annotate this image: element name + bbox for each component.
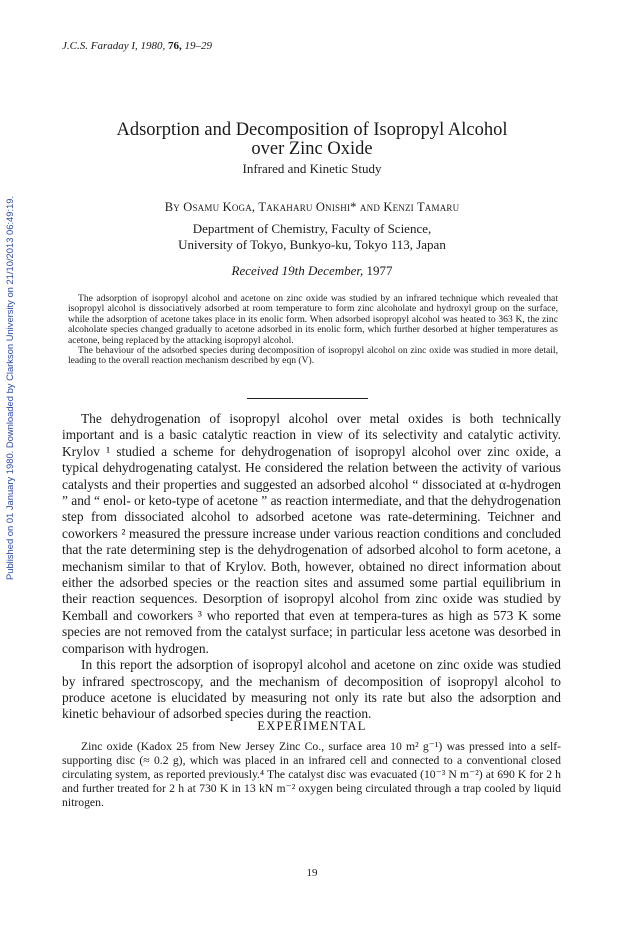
experimental-paragraph: Zinc oxide (Kadox 25 from New Jersey Zinc Co., surface area 10 m² g⁻¹) was pressed into a self-supporting disc (≈ 0.2 g), which was placed in an infrared cell and connected to a conventional closed circulating system, as reported previously.⁴ The catalyst disc was evacuated (10⁻³ N m⁻²) at 690 K for 2 h and further treated for 2 h at 730 K in 13 kN m⁻² oxygen being circulated through a trap cooled by liquid nitrogen. (62, 740, 561, 810)
received-day: 19th December, (281, 263, 364, 278)
abstract (68, 294, 558, 367)
page-number: 19 (306, 867, 318, 879)
received-label: Received (231, 263, 279, 278)
author-list: By Osamu Koga, Takaharu Onishi* and Kenzi Tamaru (164, 200, 460, 214)
journal-volume: 76, (168, 40, 182, 52)
journal-name: J.C.S. Faraday I, (62, 40, 138, 52)
paper-title-line-2: over Zinc Oxide (251, 139, 373, 159)
received-date (0, 263, 624, 279)
experimental-section (62, 740, 561, 810)
body-paragraph: In this report the adsorption of isopropyl alcohol and acetone on zinc oxide was studied by infrared spectroscopy, and the mechanism of decomposition of isopropyl alcohol to produce acetone is elucidated by measuring not only its rate but also the adsorption and kinetic behaviour of adsorbed species during the reaction. (62, 657, 561, 722)
paper-title-line-1: Adsorption and Decomposition of Isopropyl Alcohol (116, 120, 508, 140)
received-year: 1977 (366, 263, 393, 278)
abstract-paragraph: The adsorption of isopropyl alcohol and acetone on zinc oxide was studied by an infrared technique which revealed that isopropyl alcohol is dissociatively adsorbed at room temperature to form zinc alcoholate and hydroxyl group on the surface, while the adsorption of acetone takes place in its enolic form. When adsorbed isopropyl alcohol was heated to 363 K, the zinc alcoholate species changed gradually to acetone adsorbed in its enolic form, which further desorbed at higher temperatures as acetone, being replaced by the attacking isopropyl alcohol. (68, 293, 558, 346)
journal-citation (62, 40, 212, 52)
abstract-paragraph: The behaviour of the adsorbed species during decomposition of isopropyl alcohol on zinc oxide was studied in more detail, leading to the overall reaction mechanism described by eqn (V). (68, 345, 558, 367)
paper-subtitle: Infrared and Kinetic Study (242, 161, 382, 176)
introduction (62, 411, 561, 723)
journal-pages: 19–29 (184, 40, 213, 52)
section-heading: EXPERIMENTAL (257, 719, 367, 733)
journal-year: 1980, (140, 40, 166, 52)
affiliation-line-2: University of Tokyo, Bunkyo-ku, Tokyo 113, Japan (178, 237, 446, 252)
body-paragraph: The dehydrogenation of isopropyl alcohol over metal oxides is both technically important and is a basic catalytic reaction in view of its selectivity and catalytic activity. Krylov ¹ studied a scheme for dehydrogenation of isopropyl alcohol over zinc oxide, a typical dehydrogenating catalyst. He considered the relation between the activity of various catalysts and their properties and suggested an adsorbed alcohol “ dissociated at α-hydrogen ” and “ enol- or keto-type of acetone ” as reaction intermediate, and that the dehydrogenation step from dissociated alcohol to adsorbed acetone was rate-determining. Teichner and coworkers ² measured the pressure increase under various reaction conditions and concluded that the rate determining step is the dehydrogenation of adsorbed alcohol to form acetone, a mechanism similar to that of Krylov. Both, however, obtained no direct information about either the adsorbed species or the reaction sites and assumed some partial equilibrium in their reaction sequences. Desorption of isopropyl alcohol from zinc oxide was studied by Kemball and coworkers ³ who reported that even at tempera-tures as high as 573 K some species are not removed from the catalyst surface; in particular less acetone was desorbed in comparison with hydrogen. (62, 411, 561, 656)
affiliation-line-1: Department of Chemistry, Faculty of Science, (192, 221, 432, 236)
section-divider (247, 398, 368, 399)
